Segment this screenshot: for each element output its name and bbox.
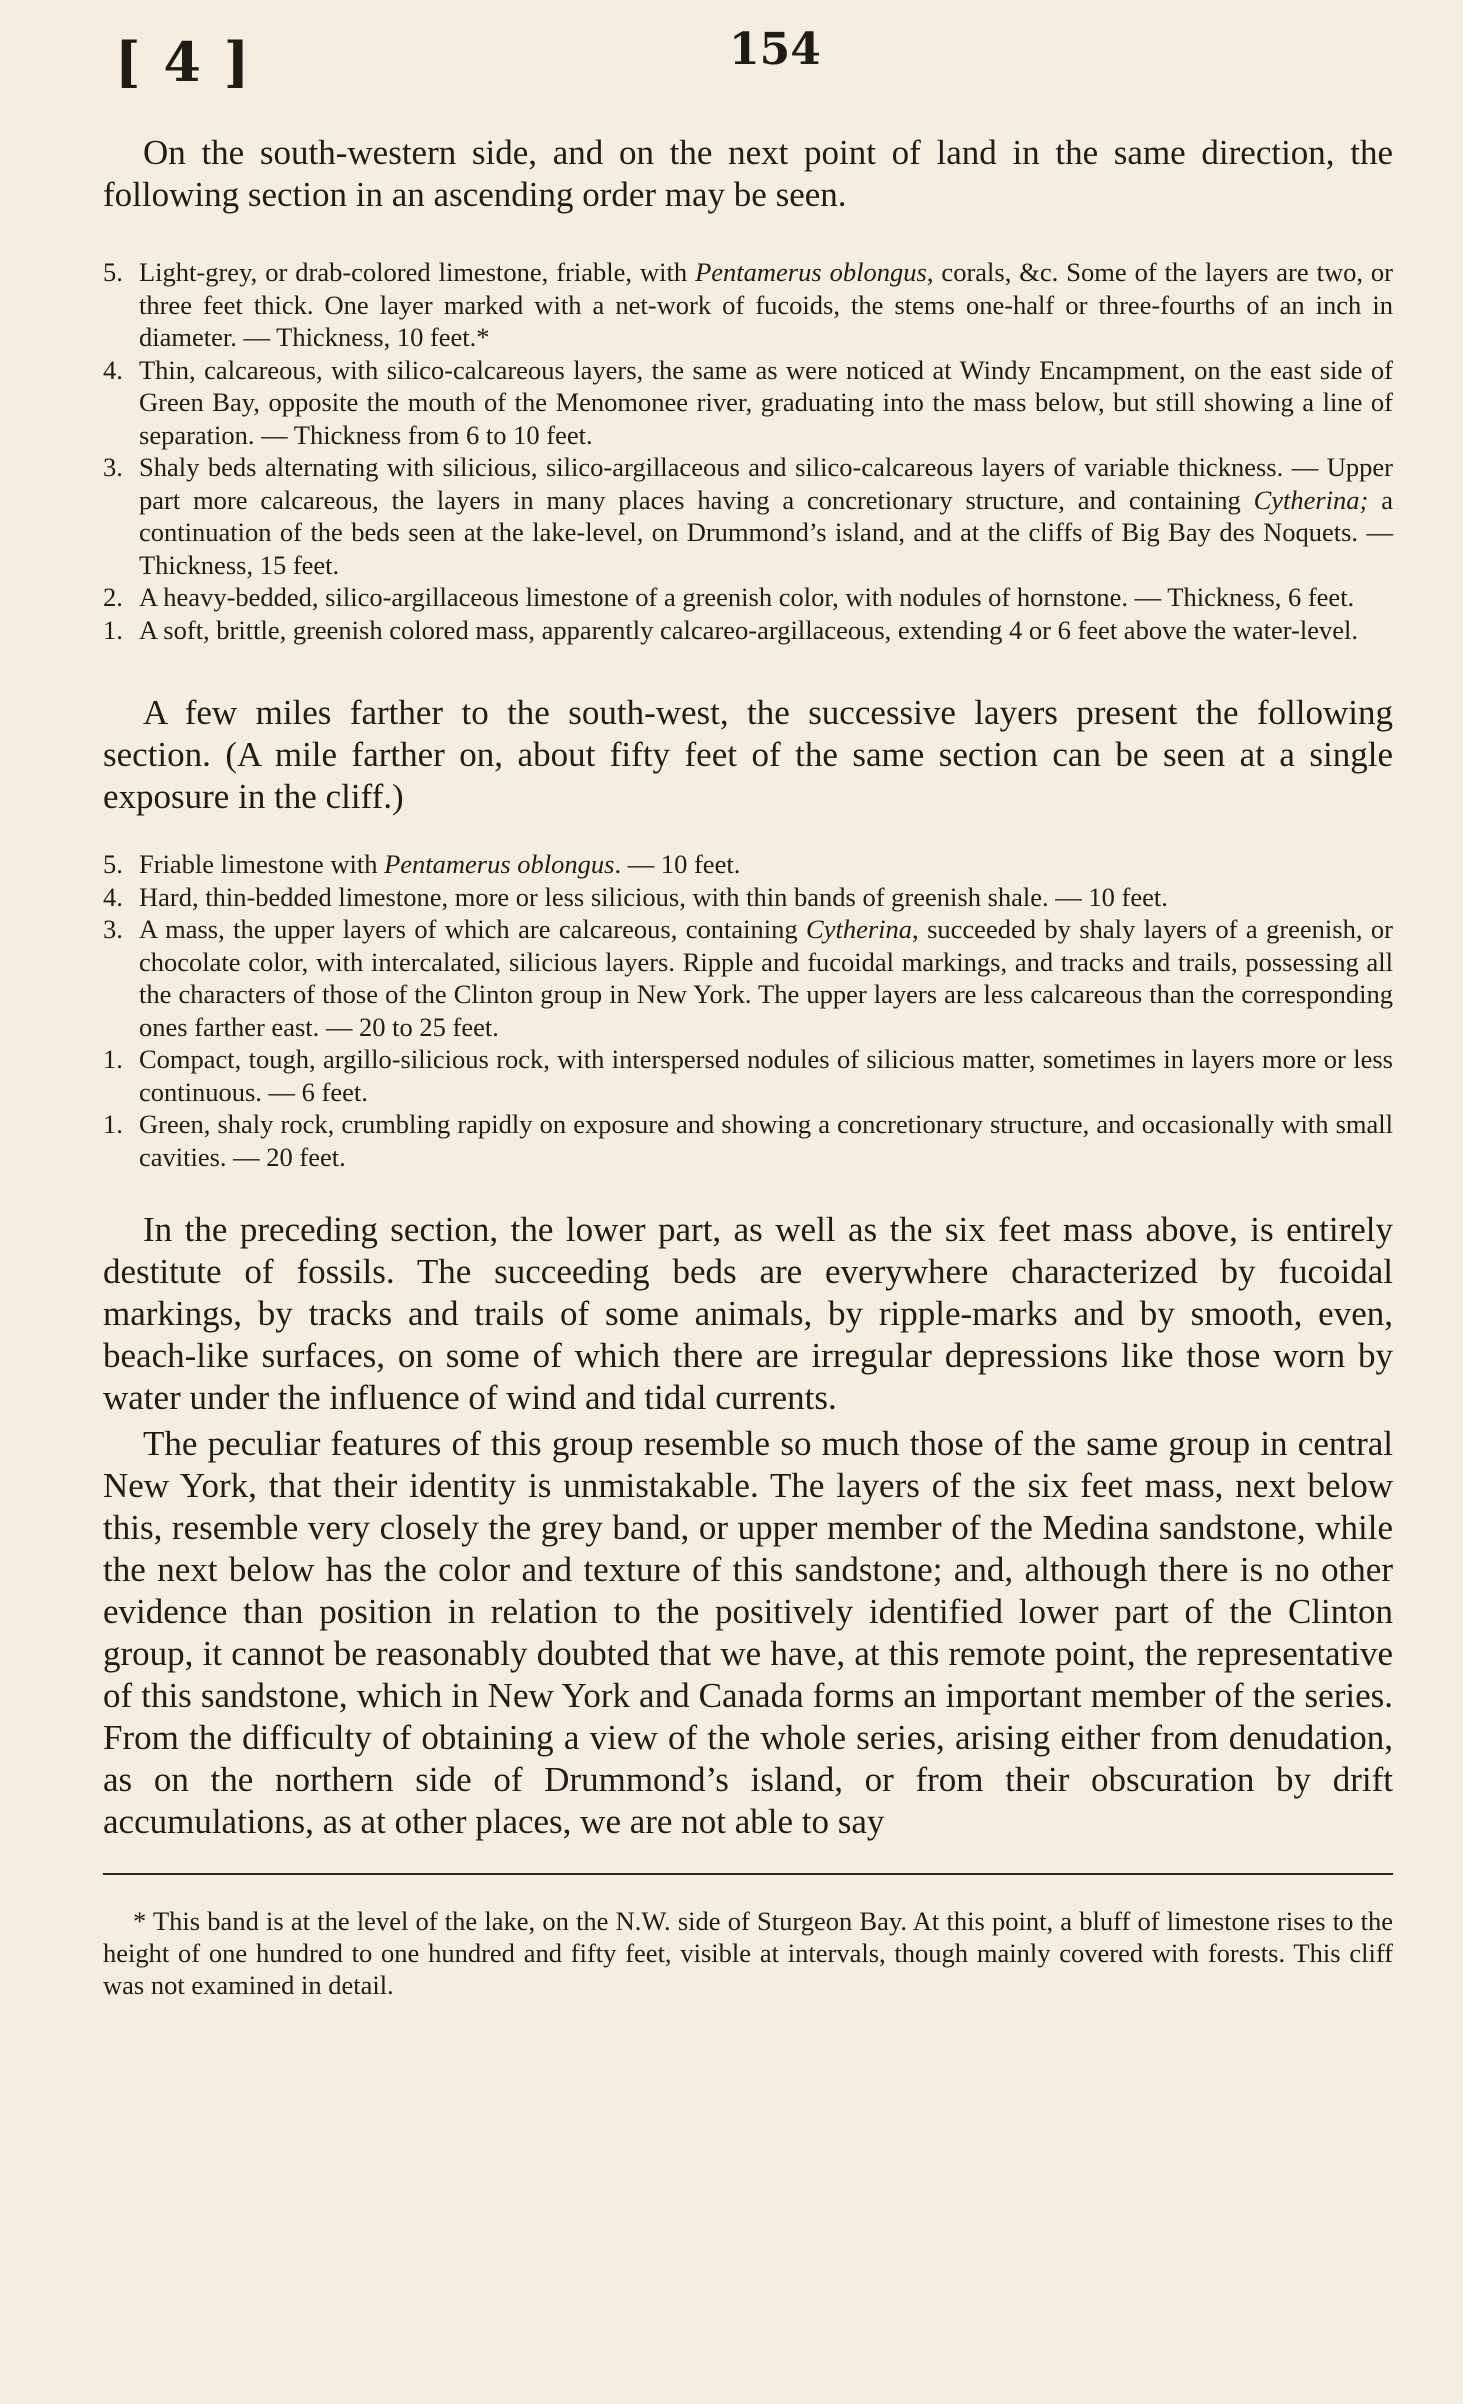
item-italic-text: Pentamerus oblongus [695, 257, 927, 287]
item-text: A heavy-bedded, silico-argillaceous limestone of a greenish color, with nodules of hornstone. — Thickness, 6 feet. [139, 582, 1355, 612]
item-text: Light-grey, or drab-colored limestone, friable, with [139, 257, 696, 287]
item-text: A soft, brittle, greenish colored mass, apparently calcareo-argillaceous, extending 4 or 6 feet above the water-level. [139, 614, 1358, 645]
item-number: 5. [103, 849, 123, 879]
section-two-list [103, 848, 1393, 1173]
section-two-item [103, 848, 1393, 881]
item-number: 3. [103, 452, 123, 482]
intro-paragraph: On the south-western side, and on the next point of land in the same direction, the following section in an ascending order may be seen. [103, 133, 1393, 214]
item-text-after: a continuation of the beds seen at the lake-level, on Drummond’s island, and at the cliffs of Big Bay des Noquets. — Thickness, 15 feet. [139, 484, 1394, 580]
item-text-after: , corals, &c. Some of the layers are two, or three feet thick. One layer marked with a net-work of fucoids, the stems one-half or three-fourths of an inch in diameter. — Thickness, 10 feet.* [139, 257, 1393, 352]
section-two-item [103, 913, 1393, 1043]
item-text: Shaly beds alternating with silicious, silico-argillaceous and silico-calcareous layers of variable thickness. — Upper part more calcareous, the layers in many places having a concretionary structure, and containing [139, 452, 1393, 515]
middle-paragraph: A few miles farther to the south-west, the successive layers present the following section. (A mile farther on, about fifty feet of the same section can be seen at a single exposure in the cliff.) [103, 693, 1393, 816]
item-number: 1. [103, 614, 123, 645]
discussion-paragraph: In the preceding section, the lower part, as well as the six feet mass above, is entirely destitute of fossils. The succeeding beds are everywhere characterized by fucoidal markings, by tracks and trails of some animals, by ripple-marks and by smooth, even, beach-like surfaces, on some of which there are irregular depressions like those worn by water under the influence of wind and tidal currents. [103, 1210, 1393, 1417]
item-text: Thin, calcareous, with silico-calcareous layers, the same as were noticed at Windy Encampment, on the east side of Green Bay, opposite the mouth of the Menomonee river, graduating into the mass below, but still showing a line of separation. — Thickness from 6 to 10 feet. [139, 354, 1393, 450]
item-number: 3. [103, 914, 123, 944]
section-one-item [103, 581, 1393, 614]
footnote: * This band is at the level of the lake, on the N.W. side of Sturgeon Bay. At this point, a bluff of limestone rises to the height of one hundred to one hundred and fifty feet, visible at intervals, though mainly covered with forests. This cliff was not examined in detail. [103, 1906, 1393, 2000]
item-italic-text: Pentamerus oblongus [384, 849, 615, 879]
section-one-item [103, 614, 1393, 647]
page-number: 154 [729, 24, 821, 75]
section-one-list [103, 256, 1393, 646]
discussion-paragraph: The peculiar features of this group resemble so much those of the same group in central New York, that their identity is unmistakable. The layers of the six feet mass, next below this, resemble very closely the grey band, or upper member of the Medina sandstone, while the next below has the color and texture of this sandstone; and, although there is no other evidence than position in relation to the positively identified lower part of the Clinton group, it cannot be reasonably doubted that we have, at this remote point, the representative of this sandstone, which in New York and Canada forms an important member of the series. From the difficulty of obtaining a view of the whole series, arising either from denudation, as on the northern side of Drummond’s island, or from their obscuration by drift accumulations, as at other places, we are not able to say [103, 1424, 1393, 1841]
page-header [103, 0, 1393, 110]
sheet-mark: [ 4 ] [115, 30, 252, 94]
item-text: Green, shaly rock, crumbling rapidly on exposure and showing a concretionary structure, and occasionally with small cavities. — 20 feet. [139, 1109, 1393, 1172]
item-text: Hard, thin-bedded limestone, more or less silicious, with thin bands of greenish shale. — 10 feet. [139, 881, 1168, 912]
item-text: Compact, tough, argillo-silicious rock, with interspersed nodules of silicious matter, sometimes in layers more or less continuous. — 6 feet. [139, 1044, 1393, 1107]
item-number: 5. [103, 257, 123, 287]
item-text: A mass, the upper layers of which are calcareous, containing [139, 914, 807, 944]
section-two-item [103, 1108, 1393, 1173]
item-number: 4. [103, 354, 123, 385]
item-italic-text: Cytherina [806, 914, 913, 944]
footnote-divider [103, 1873, 1393, 1875]
item-text-after: , succeeded by shaly layers of a greenish, or chocolate color, with intercalated, silicious layers. Ripple and fucoidal markings, and tracks and trails, possessing all the characters of those of the Clinton group in New York. The upper layers are less calcareous than the corresponding ones farther east. — 20 to 25 feet. [139, 914, 1393, 1042]
section-one-item [103, 354, 1393, 452]
section-one-item [103, 451, 1393, 581]
item-text: Friable limestone with [139, 849, 385, 879]
item-text-after: . — 10 feet. [614, 849, 741, 879]
item-italic-text: Cytherina; [1253, 484, 1369, 515]
section-two-item [103, 1043, 1393, 1108]
section-two-item [103, 881, 1393, 914]
item-number: 2. [103, 582, 123, 612]
section-one-item [103, 256, 1393, 354]
item-number: 1. [103, 1109, 123, 1139]
item-number: 4. [103, 881, 123, 912]
item-number: 1. [103, 1044, 123, 1074]
